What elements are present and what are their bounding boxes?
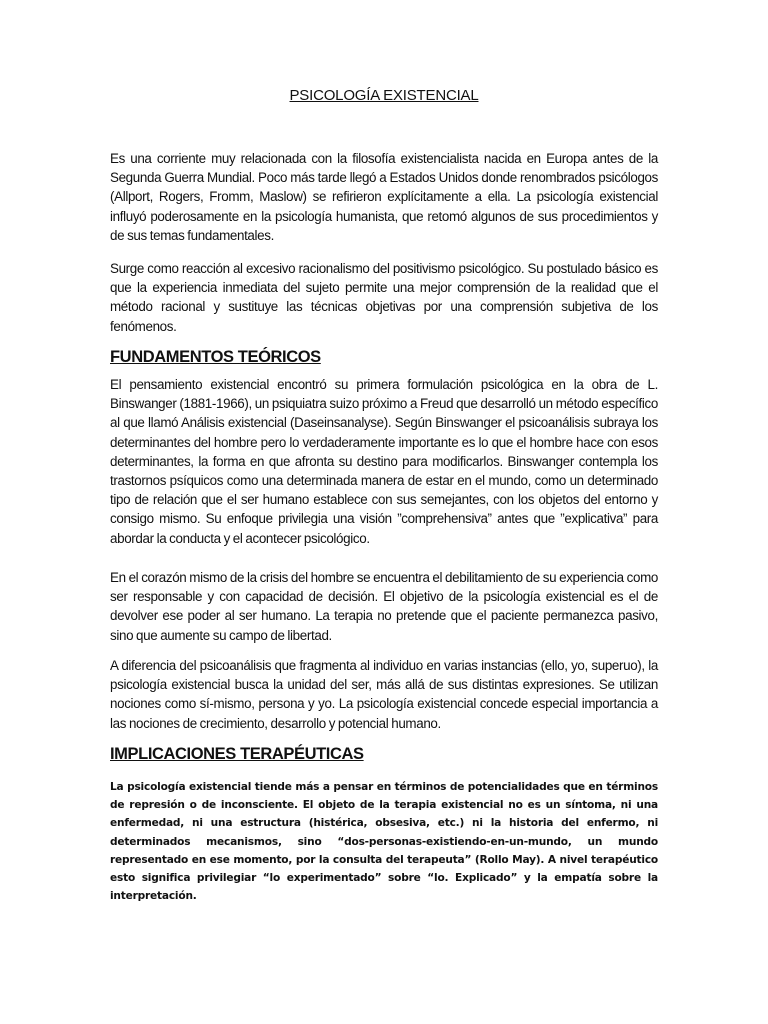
section-paragraph: En el corazón mismo de la crisis del hombre se encuentra el debilitamiento de su experiencia como ser responsable y con capacidad de decisión. El objetivo de la psicología existencial es el de devolver ese poder al ser humano. La terapia no pretende que el paciente permanezca pasivo, sino que aumente su campo de libertad. bbox=[110, 570, 658, 643]
section-paragraph: El pensamiento existencial encontró su primera formulación psicológica en la obra de L. Binswanger (1881-1966), un psiquiatra suizo próximo a Freud que desarrolló un método específico al que llamó Análisis existencial (Daseinsanalyse). Según Binswanger el psicoanálisis subraya los determinantes del hombre pero lo verdaderamente importante es lo que el hombre hace con esos determinantes, la forma en que afronta su destino para modificarlos. Binswanger contempla los trastornos psíquicos como una determinada manera de estar en el mundo, como un determinado tipo de relación que el ser humano establece con sus semejantes, con los objetos del entorno y consigo mismo. Su enfoque privilegia una visión ”comprehensiva” antes que ”explicativa” para abordar la conducta y el acontecer psicológico. bbox=[110, 377, 658, 546]
intro-paragraph: Surge como reacción al excesivo racionalismo del positivismo psicológico. Su postulado básico es que la experiencia inmediata del sujeto permite una mejor comprensión de la realidad que el método racional y sustituye las técnicas objetivas por una comprensión subjetiva de los fenómenos. bbox=[110, 261, 658, 334]
section-heading-implicaciones: IMPLICACIONES TERAPÉUTICAS bbox=[110, 745, 364, 763]
intro-paragraph: Es una corriente muy relacionada con la filosofía existencialista nacida en Europa antes de la Segunda Guerra Mundial. Poco más tarde llegó a Estados Unidos donde renombrados psicólogos (Allport, Rogers, Fromm, Maslow) se refirieron explícitamente a ella. La psicología existencial influyó poderosamente en la psicología humanista, que retomó algunos de sus procedimientos y de sus temas fundamentales. bbox=[110, 151, 658, 243]
document-title: PSICOLOGÍA EXISTENCIAL bbox=[289, 87, 479, 104]
section-heading-fundamentos: FUNDAMENTOS TEÓRICOS bbox=[110, 348, 321, 366]
section-paragraph: A diferencia del psicoanálisis que fragmenta al individuo en varias instancias (ello, yo, superuo), la psicología existencial busca la unidad del ser, más allá de sus distintas expresiones. Se utilizan nociones como sí-mismo, persona y yo. La psicología existencial concede especial importancia a las nociones de crecimiento, desarrollo y potencial humano. bbox=[110, 658, 658, 731]
section-paragraph-bold: La psicología existencial tiende más a pensar en términos de potencialidades que en términos de represión o de inconsciente. El objeto de la terapia existencial no es un síntoma, ni una enfermedad, ni una estructura (histérica, obsesiva, etc.) ni la historia del enfermo, ni determinados mecanismos, sino “dos-personas-existiendo-en-un-mundo, un mundo representado en ese momento, por la consulta del terapeuta” (Rollo May). A nivel terapéutico esto significa privilegiar “lo experimentado” sobre “lo. Explicado” y la empatía sobre la interpretación. bbox=[110, 781, 658, 903]
